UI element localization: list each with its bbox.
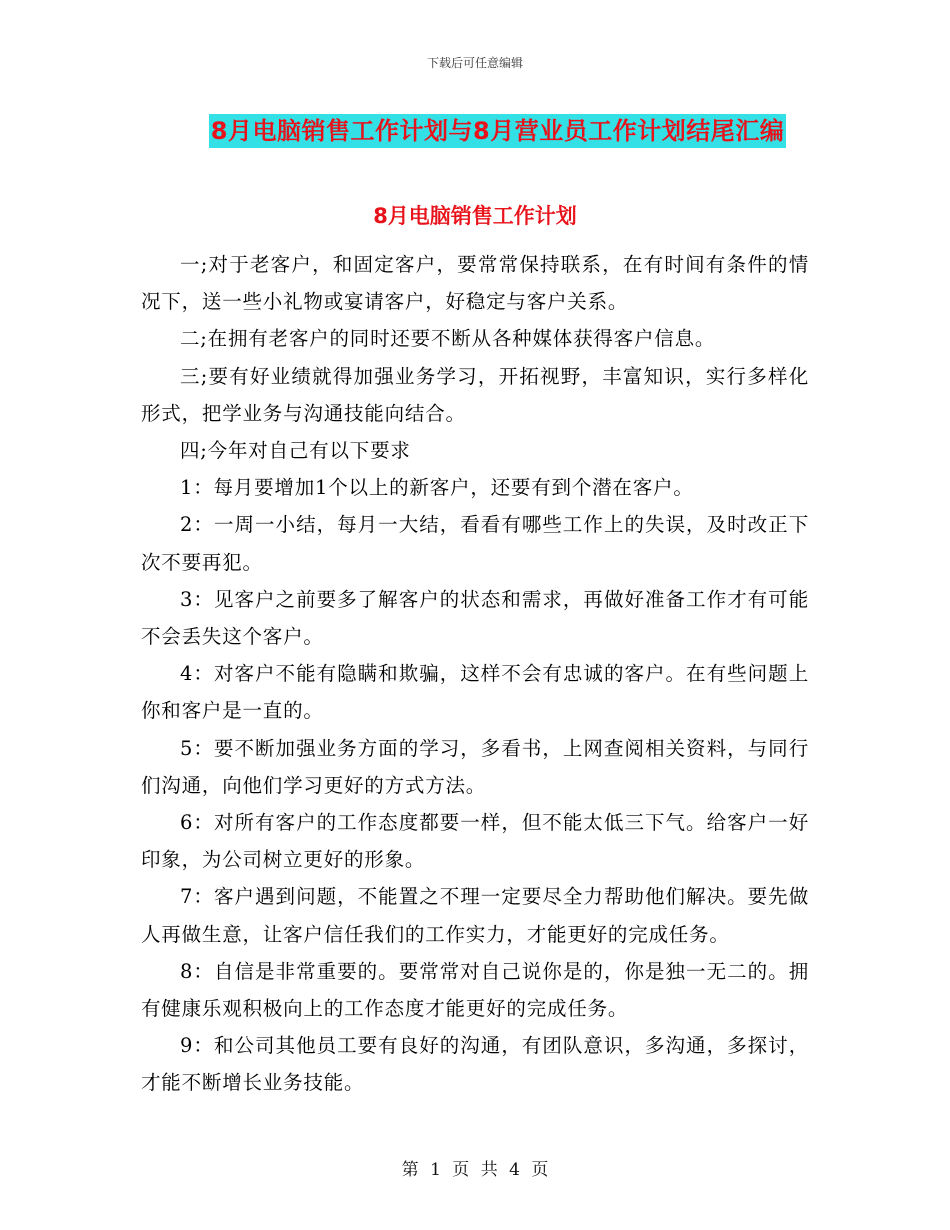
document-body (141, 246, 809, 1102)
paragraph-1: 一;对于老客户，和固定客户，要常常保持联系，在有时间有条件的情况下，送一些小礼物或宴请客户，好稳定与客户关系。 (141, 253, 809, 314)
footer-total-label: 共 (480, 1160, 498, 1180)
list-item-3: 3：见客户之前要多了解客户的状态和需求，再做好准备工作才有可能不会丢失这个客户。 (141, 587, 809, 649)
footer-page-number: 1 (430, 1160, 441, 1180)
list-item-2: 2：一周一小结，每月一大结，看看有哪些工作上的失误，及时改正下次不要再犯。 (141, 513, 809, 574)
paragraph-2: 二;在拥有老客户的同时还要不断从各种媒体获得客户信息。 (180, 327, 716, 351)
section-title: 8月电脑销售工作计划 (373, 204, 577, 228)
page-footer (0, 1155, 950, 1180)
footer-total-unit: 页 (531, 1160, 549, 1180)
list-item-9: 9：和公司其他员工要有良好的沟通，有团队意识，多沟通，多探讨，才能不断增长业务技能。 (141, 1034, 809, 1095)
paragraph-4: 四;今年对自己有以下要求 (180, 439, 411, 463)
list-item-8: 8：自信是非常重要的。要常常对自己说你是的，你是独一无二的。拥有健康乐观积极向上的工作态度才能更好的完成任务。 (141, 959, 809, 1021)
footer-prefix: 第 (401, 1160, 419, 1180)
list-item-1: 1：每月要增加1个以上的新客户，还要有到个潜在客户。 (180, 476, 694, 500)
list-item-6: 6：对所有客户的工作态度都要一样，但不能太低三下气。给客户一好印象，为公司树立更好的形象。 (141, 811, 809, 872)
paragraph-3: 三;要有好业绩就得加强业务学习，开拓视野，丰富知识，实行多样化形式，把学业务与沟通技能向结合。 (141, 364, 809, 425)
list-item-7: 7：客户遇到问题，不能置之不理一定要尽全力帮助他们解决。要先做人再做生意，让客户信任我们的工作实力，才能更好的完成任务。 (141, 885, 809, 946)
header-note: 下载后可任意编辑 (426, 56, 523, 70)
list-item-4: 4：对客户不能有隐瞒和欺骗，这样不会有忠诚的客户。在有些问题上你和客户是一直的。 (141, 662, 809, 723)
document-title-container (0, 114, 950, 148)
footer-page-unit: 页 (452, 1160, 470, 1180)
list-item-5: 5：要不断加强业务方面的学习，多看书，上网查阅相关资料，与同行们沟通，向他们学习更好的方式方法。 (141, 736, 809, 797)
footer-total-pages: 4 (509, 1160, 520, 1180)
document-title: 8月电脑销售工作计划与8月营业员工作计划结尾汇编 (209, 114, 786, 148)
